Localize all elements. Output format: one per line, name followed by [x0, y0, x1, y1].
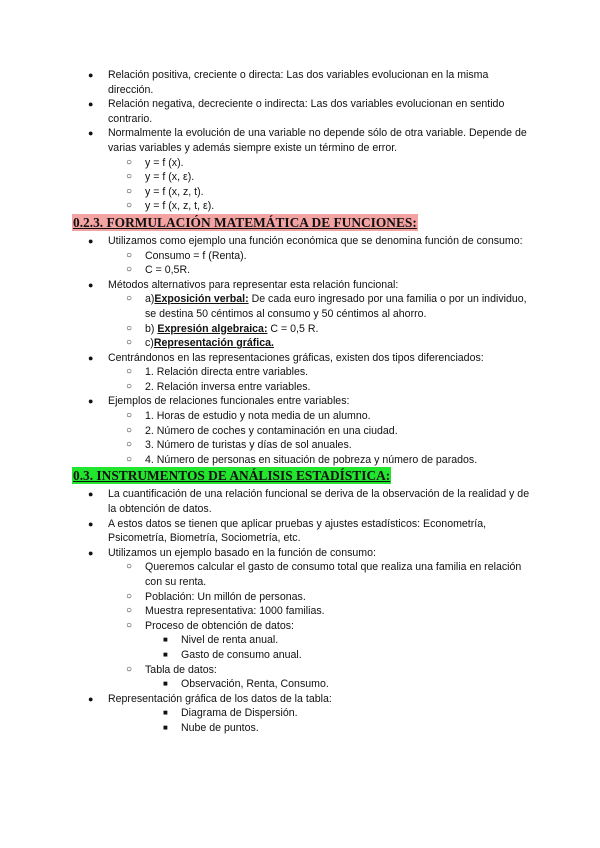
- list-item: ● La cuantificación de una relación funcional se deriva de la observación de la realidad y de la obtención de datos.: [88, 488, 530, 516]
- list-item: ○ Tabla de datos:: [126, 663, 217, 676]
- bullet-disc-icon: ●: [88, 235, 94, 246]
- bullet-square-icon: ■: [163, 635, 168, 645]
- bullet-disc-icon: ●: [88, 518, 94, 529]
- bullet-square-icon: ■: [163, 649, 168, 659]
- bullet-circle-icon: ○: [126, 590, 133, 602]
- list-item: ○ 4. Número de personas en situación de pobreza y número de parados.: [126, 453, 478, 466]
- bullet-disc-icon: ●: [88, 693, 94, 704]
- bullet-circle-icon: ○: [126, 380, 133, 392]
- bullet-square-icon: ■: [163, 679, 168, 689]
- list-item: ● Relación positiva, creciente o directa: Las dos variables evolucionan en la misma dirección.: [88, 69, 489, 96]
- bullet-circle-icon: ○: [126, 200, 133, 212]
- bullet-circle-icon: ○: [126, 439, 133, 451]
- list-item: ○ 2. Relación inversa entre variables.: [126, 380, 311, 393]
- list-item: ■ Nivel de renta anual.: [163, 634, 279, 647]
- section-heading-formulacion: 0.2.3. FORMULACIÓN MATEMÁTICA DE FUNCIONES:: [73, 214, 417, 230]
- list-item: ● A estos datos se tienen que aplicar pruebas y ajustes estadísticos: Econometría, Psicometría, Biometría, Sociometría, etc.: [88, 517, 487, 545]
- list-item: ○ y = f (x, z, t, ε).: [126, 200, 215, 213]
- bullet-disc-icon: ●: [88, 70, 94, 80]
- bullet-disc-icon: ●: [88, 279, 94, 290]
- section1-list: [0, 234, 600, 468]
- bullet-circle-icon: ○: [126, 171, 133, 183]
- bullet-circle-icon: ○: [126, 264, 133, 276]
- section-heading-instrumentos: 0.3. INSTRUMENTOS DE ANÁLISIS ESTADÍSTICA:: [73, 468, 391, 484]
- method-label-verbal: Exposición verbal:: [154, 293, 249, 306]
- bullet-disc-icon: ●: [88, 489, 94, 500]
- list-item: ● Ejemplos de relaciones funcionales entre variables:: [88, 395, 350, 408]
- method-item-graphic: ○ c)Representación gráfica.: [126, 337, 274, 350]
- section2-list: [0, 487, 600, 735]
- bullet-circle-icon: ○: [126, 337, 133, 349]
- bullet-circle-icon: ○: [126, 156, 133, 168]
- bullet-square-icon: ■: [163, 708, 168, 718]
- list-item: ○ Proceso de obtención de datos:: [126, 619, 295, 632]
- list-item: ○ 3. Número de turistas y días de sol anuales.: [126, 439, 352, 452]
- bullet-circle-icon: ○: [126, 424, 133, 436]
- bullet-square-icon: ■: [163, 722, 168, 732]
- list-item: ● Utilizamos un ejemplo basado en la función de consumo:: [88, 546, 376, 559]
- method-label-algebraic: Expresión algebraica:: [157, 322, 268, 335]
- bullet-circle-icon: ○: [126, 410, 133, 422]
- list-item: ● Normalmente la evolución de una variable no depende sólo de otra variable. Depende de varias variables y además siempre existe un término de error.: [88, 127, 527, 154]
- list-item: ● Métodos alternativos para representar esta relación funcional:: [88, 278, 399, 291]
- list-item: ■ Diagrama de Dispersión.: [163, 707, 298, 720]
- bullet-circle-icon: ○: [126, 322, 133, 334]
- list-item: ○ Consumo = f (Renta).: [126, 249, 247, 262]
- method-item-algebraic: ○ b) Expresión algebraica: C = 0,5 R.: [126, 322, 319, 335]
- list-item: ○ 2. Número de coches y contaminación en una ciudad.: [126, 424, 398, 437]
- list-item: ■ Nube de puntos.: [163, 721, 259, 734]
- list-item: ● Relación negativa, decreciente o indirecta: Las dos variables evolucionan en sentido contrario.: [88, 98, 505, 125]
- bullet-circle-icon: ○: [126, 185, 133, 197]
- list-item: ○ y = f (x, z, t).: [126, 185, 204, 198]
- bullet-circle-icon: ○: [126, 619, 133, 631]
- bullet-circle-icon: ○: [126, 561, 133, 573]
- bullet-circle-icon: ○: [126, 605, 133, 617]
- list-item: ● Utilizamos como ejemplo una función económica que se denomina función de consumo:: [88, 234, 523, 247]
- list-item: ○ y = f (x, ε).: [126, 171, 195, 184]
- bullet-disc-icon: ●: [88, 352, 94, 363]
- bullet-circle-icon: ○: [126, 453, 133, 465]
- list-item: ● Representación gráfica de los datos de la tabla:: [88, 692, 332, 705]
- method-label-graphic: Representación gráfica.: [153, 337, 274, 350]
- intro-list: [0, 68, 600, 214]
- list-item: ○ Queremos calcular el gasto de consumo total que realiza una familia en relación con su renta.: [126, 561, 522, 588]
- method-item-verbal: ○ a)Exposición verbal: De cada euro ingresado por una familia o por un individuo, se destina 50 céntimos al consumo y 50 céntimos al ahorro.: [126, 293, 527, 320]
- bullet-circle-icon: ○: [126, 249, 133, 261]
- list-item: ○ Muestra representativa: 1000 familias.: [126, 605, 325, 618]
- list-item: ○ Población: Un millón de personas.: [126, 590, 306, 603]
- bullet-disc-icon: ●: [88, 547, 94, 558]
- list-item: ○ y = f (x).: [126, 156, 184, 169]
- bullet-disc-icon: ●: [88, 99, 94, 110]
- bullet-circle-icon: ○: [126, 293, 133, 305]
- document-content: [0, 68, 600, 736]
- bullet-circle-icon: ○: [126, 663, 133, 675]
- list-item: ■ Observación, Renta, Consumo.: [163, 678, 329, 691]
- list-item: ● Centrándonos en las representaciones gráficas, existen dos tipos diferenciados:: [88, 351, 484, 364]
- list-item: ○ 1. Horas de estudio y nota media de un alumno.: [126, 410, 371, 423]
- bullet-disc-icon: ●: [88, 396, 94, 407]
- list-item: ■ Gasto de consumo anual.: [163, 648, 302, 661]
- bullet-disc-icon: ●: [88, 128, 94, 139]
- bullet-circle-icon: ○: [126, 366, 133, 378]
- list-item: ○ C = 0,5R.: [126, 264, 191, 277]
- list-item: ○ 1. Relación directa entre variables.: [126, 366, 309, 379]
